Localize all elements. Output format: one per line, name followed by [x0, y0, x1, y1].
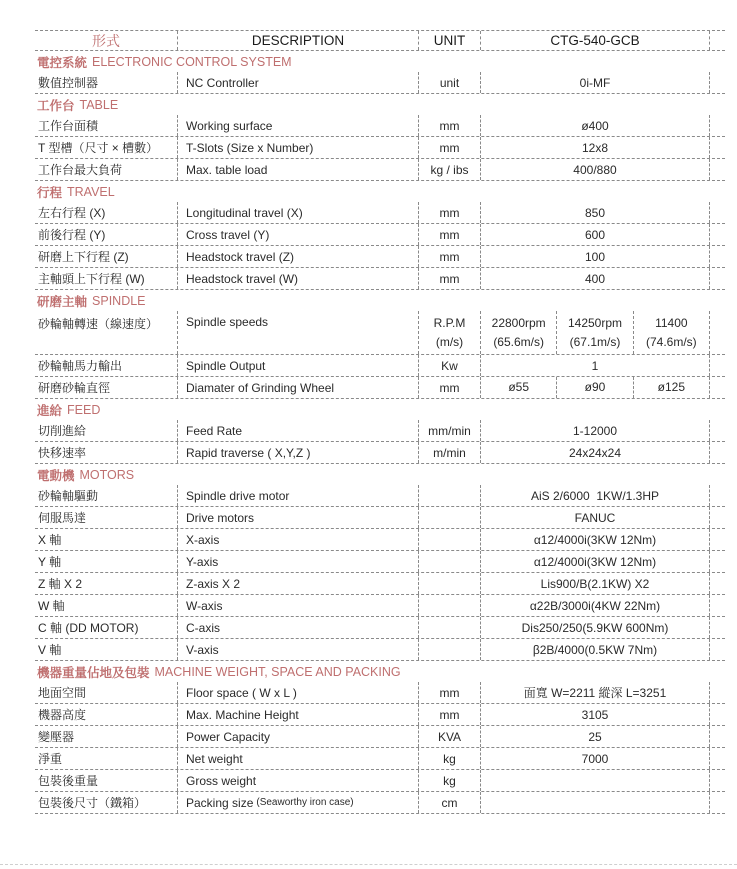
value-line: 14250rpm	[567, 316, 623, 330]
value-text: 400	[584, 271, 606, 286]
row-label: 快移速率	[38, 446, 87, 460]
row-label: 主軸頭上下行程 (W)	[38, 272, 145, 286]
row-label: 地面空間	[38, 686, 87, 700]
row-unit: unit	[418, 72, 480, 93]
row-value	[480, 202, 710, 223]
row-value	[480, 377, 710, 398]
value-text: AiS 2/6000 1KW/1.3HP	[530, 488, 660, 503]
value-text: 1	[591, 358, 599, 373]
row-desc-text: Y-axis	[186, 554, 219, 569]
spec-row	[35, 639, 725, 661]
section-title-en: TABLE	[79, 97, 119, 112]
spec-row	[35, 682, 725, 704]
row-unit: kg / ibs	[418, 159, 480, 180]
section-header-row	[35, 51, 725, 72]
row-value	[480, 639, 710, 660]
row-desc-text: C-axis	[186, 620, 221, 635]
value-text: α22B/3000i(4KW 22Nm)	[529, 598, 661, 613]
row-overhang	[710, 485, 725, 506]
row-desc-text: Rapid traverse ( X,Y,Z )	[186, 445, 311, 460]
row-overhang	[710, 268, 725, 289]
row-overhang	[710, 617, 725, 638]
row-overhang	[710, 246, 725, 267]
value-text: 1-12000	[572, 423, 618, 438]
row-desc	[177, 485, 418, 506]
row-unit: cm	[418, 792, 480, 813]
value-text: 400/880	[573, 162, 617, 177]
row-desc-text: Cross travel (Y)	[186, 227, 270, 242]
row-overhang	[710, 639, 725, 660]
row-unit: mm/min	[418, 420, 480, 441]
row-label: 數值控制器	[38, 76, 99, 90]
row-desc-small-text: (Seaworthy iron case)	[256, 797, 354, 808]
row-value	[480, 442, 710, 463]
row-unit	[418, 573, 480, 594]
spec-row	[35, 377, 725, 399]
spec-table-body	[35, 51, 725, 814]
row-desc	[177, 639, 418, 660]
section-title-en: MOTORS	[79, 467, 135, 482]
section-title-zh: 工作台	[37, 98, 75, 113]
row-desc	[177, 224, 418, 245]
row-unit	[418, 595, 480, 616]
value-text: α12/4000i(3KW 12Nm)	[533, 554, 657, 569]
header-model-value-text: CTG-540-GCB	[550, 33, 640, 48]
spec-row	[35, 770, 725, 792]
header-unit: UNIT	[418, 31, 480, 50]
value-text: FANUC	[574, 510, 616, 525]
value-text: 850	[584, 205, 606, 220]
row-desc-text: Power Capacity	[186, 729, 271, 744]
row-desc	[177, 420, 418, 441]
spec-row	[35, 159, 725, 181]
spec-row	[35, 704, 725, 726]
row-overhang	[710, 420, 725, 441]
spec-table	[35, 30, 725, 814]
row-unit	[418, 507, 480, 528]
row-value	[480, 507, 710, 528]
value-text: β2B/4000(0.5KW 7Nm)	[532, 642, 658, 657]
value-text: 0i-MF	[579, 75, 611, 90]
row-desc-text: Max. table load	[186, 162, 268, 177]
row-value	[480, 726, 710, 747]
row-label: 工作台面積	[38, 119, 99, 133]
row-value	[480, 485, 710, 506]
table-header-row	[35, 30, 725, 51]
row-value	[480, 748, 710, 769]
value-line: 22800rpm	[491, 316, 546, 330]
row-desc	[177, 507, 418, 528]
row-desc-text: Diamater of Grinding Wheel	[186, 380, 335, 395]
section-title-zh: 進給	[37, 403, 63, 418]
value-line: ø125	[657, 380, 685, 394]
section-title-en: FEED	[67, 402, 101, 417]
bottom-scan-line	[0, 864, 737, 865]
row-value	[480, 573, 710, 594]
row-overhang	[710, 442, 725, 463]
row-overhang	[710, 202, 725, 223]
value-subcell	[556, 311, 632, 354]
row-value	[480, 355, 710, 376]
section-header-row	[35, 661, 725, 682]
section-header-row	[35, 290, 725, 311]
row-value	[480, 704, 710, 725]
row-value	[480, 529, 710, 550]
value-text: 7000	[581, 751, 609, 766]
row-desc	[177, 72, 418, 93]
row-desc-text: Floor space ( W x L )	[186, 685, 297, 700]
row-desc-text: Feed Rate	[186, 423, 243, 438]
spec-row	[35, 246, 725, 268]
section-title-en: MACHINE WEIGHT, SPACE AND PACKING	[154, 664, 401, 679]
row-unit: mm	[418, 377, 480, 398]
row-value	[480, 268, 710, 289]
row-desc-text: Longitudinal travel (X)	[186, 205, 303, 220]
row-desc	[177, 617, 418, 638]
value-text	[481, 792, 709, 813]
row-desc-text: Drive motors	[186, 510, 255, 525]
row-desc-text: V-axis	[186, 642, 219, 657]
row-value	[480, 115, 710, 136]
row-value	[480, 792, 710, 813]
row-unit: mm	[418, 137, 480, 158]
row-overhang	[710, 311, 725, 354]
row-desc	[177, 529, 418, 550]
row-value	[480, 159, 710, 180]
unit-line: R.P.M	[433, 316, 466, 330]
value-text	[481, 770, 709, 791]
row-desc	[177, 551, 418, 572]
row-label: 變壓器	[38, 730, 75, 744]
row-desc	[177, 246, 418, 267]
row-desc-text: T-Slots (Size x Number)	[186, 140, 314, 155]
value-subcell	[481, 377, 556, 398]
row-unit: mm	[418, 224, 480, 245]
value-line: (67.1m/s)	[569, 335, 621, 349]
row-desc	[177, 442, 418, 463]
row-unit	[418, 617, 480, 638]
spec-row	[35, 573, 725, 595]
row-value	[480, 311, 710, 354]
row-value	[480, 420, 710, 441]
row-overhang	[710, 529, 725, 550]
row-label: 包裝後重量	[38, 774, 99, 788]
value-line: 11400	[655, 316, 688, 330]
row-desc-text: Working surface	[186, 118, 273, 133]
row-value	[480, 551, 710, 572]
row-overhang	[710, 72, 725, 93]
row-value	[480, 595, 710, 616]
row-label: 砂輪軸馬力輸出	[38, 359, 123, 373]
spec-row	[35, 311, 725, 355]
value-line: ø90	[584, 380, 606, 394]
section-title-zh: 電控系統	[37, 55, 88, 70]
row-desc-text: Gross weight	[186, 773, 257, 788]
value-subcell	[633, 377, 709, 398]
row-desc-text: Spindle drive motor	[186, 488, 290, 503]
value-text: Lis900/B(2.1KW) X2	[540, 576, 650, 591]
spec-row	[35, 137, 725, 159]
row-desc-text: Spindle speeds	[186, 315, 269, 329]
row-label: Y 軸	[38, 555, 62, 569]
row-unit: mm	[418, 704, 480, 725]
section-title-zh: 行程	[37, 185, 63, 200]
row-unit: kg	[418, 770, 480, 791]
row-overhang	[710, 224, 725, 245]
section-title-zh: 電動機	[37, 468, 75, 483]
section-title-en: SPINDLE	[92, 293, 146, 308]
header-model-type: 形式	[92, 32, 120, 49]
row-desc-text: Net weight	[186, 751, 243, 766]
value-line: (65.6m/s)	[493, 335, 544, 349]
row-desc	[177, 115, 418, 136]
spec-row	[35, 617, 725, 639]
spec-row	[35, 72, 725, 94]
value-subcell	[481, 311, 556, 354]
value-line: ø55	[508, 380, 529, 394]
row-unit	[418, 485, 480, 506]
row-desc	[177, 748, 418, 769]
row-label: 砂輪軸驅動	[38, 489, 99, 503]
row-label: W 軸	[38, 599, 65, 613]
row-unit: mm	[418, 682, 480, 703]
spec-row	[35, 355, 725, 377]
row-desc-text: W-axis	[186, 598, 223, 613]
value-text: 面寬 W=2211 縱深 L=3251	[523, 686, 667, 700]
value-text: 24x24x24	[568, 445, 622, 460]
row-label: 機器高度	[38, 708, 87, 722]
row-label: 研磨砂輪直徑	[38, 381, 111, 395]
row-label: V 軸	[38, 643, 62, 657]
row-label: 前後行程 (Y)	[38, 228, 106, 242]
row-unit: mm	[418, 246, 480, 267]
row-label: 切削進給	[38, 424, 87, 438]
row-label: 淨重	[38, 752, 63, 766]
row-label: Z 軸 X 2	[38, 577, 83, 591]
row-desc-text: Max. Machine Height	[186, 707, 299, 722]
section-title-en: ELECTRONIC CONTROL SYSTEM	[92, 54, 292, 69]
spec-row	[35, 726, 725, 748]
spec-row	[35, 507, 725, 529]
spec-row	[35, 792, 725, 814]
row-label: X 軸	[38, 533, 62, 547]
row-unit: mm	[418, 268, 480, 289]
spec-row	[35, 224, 725, 246]
row-value	[480, 224, 710, 245]
spec-row	[35, 595, 725, 617]
value-text: 12x8	[581, 140, 609, 155]
section-header-row	[35, 94, 725, 115]
row-unit	[418, 639, 480, 660]
row-overhang	[710, 137, 725, 158]
row-desc-text: Z-axis X 2	[186, 576, 241, 591]
row-desc-text: X-axis	[186, 532, 220, 547]
row-desc	[177, 792, 418, 813]
row-desc	[177, 704, 418, 725]
row-overhang	[710, 726, 725, 747]
value-subcell	[633, 311, 709, 354]
row-desc-text: Spindle Output	[186, 358, 266, 373]
section-title-zh: 機器重量佔地及包裝	[37, 665, 150, 680]
row-overhang	[710, 507, 725, 528]
row-label: 研磨上下行程 (Z)	[38, 250, 129, 264]
row-overhang	[710, 115, 725, 136]
spec-row	[35, 442, 725, 464]
row-desc	[177, 159, 418, 180]
row-overhang	[710, 704, 725, 725]
value-subcell	[556, 377, 632, 398]
row-desc	[177, 311, 418, 354]
section-header-row	[35, 181, 725, 202]
row-overhang	[710, 159, 725, 180]
unit-line: (m/s)	[435, 335, 464, 349]
row-label: 砂輪軸轉速（線速度）	[38, 317, 159, 331]
row-value	[480, 617, 710, 638]
row-desc-text: NC Controller	[186, 75, 259, 90]
row-overhang	[710, 355, 725, 376]
row-unit: Kw	[418, 355, 480, 376]
row-overhang	[710, 595, 725, 616]
row-desc	[177, 202, 418, 223]
row-label: C 軸 (DD MOTOR)	[38, 621, 139, 635]
row-overhang	[710, 792, 725, 813]
spec-row	[35, 115, 725, 137]
spec-row	[35, 551, 725, 573]
row-overhang	[710, 770, 725, 791]
spec-row	[35, 420, 725, 442]
row-desc	[177, 726, 418, 747]
row-unit	[418, 551, 480, 572]
row-value	[480, 770, 710, 791]
row-desc-text: Headstock travel (Z)	[186, 249, 295, 264]
spec-row	[35, 202, 725, 224]
spec-row	[35, 485, 725, 507]
value-line: (74.6m/s)	[645, 335, 697, 349]
value-text: ø400	[581, 118, 609, 133]
row-overhang	[710, 682, 725, 703]
row-desc	[177, 137, 418, 158]
row-unit: kg	[418, 748, 480, 769]
section-title-zh: 研磨主軸	[37, 294, 88, 309]
row-overhang	[710, 551, 725, 572]
row-value	[480, 682, 710, 703]
row-desc	[177, 682, 418, 703]
row-label: 伺服馬達	[38, 511, 87, 525]
row-value	[480, 72, 710, 93]
row-desc	[177, 268, 418, 289]
spec-row	[35, 268, 725, 290]
value-text: 25	[588, 729, 602, 744]
value-text: 100	[584, 249, 606, 264]
row-unit	[418, 529, 480, 550]
section-title-en: TRAVEL	[67, 184, 115, 199]
row-desc	[177, 595, 418, 616]
row-overhang	[710, 573, 725, 594]
row-label: T 型槽（尺寸 × 槽數）	[38, 141, 159, 155]
row-desc-text: Packing size	[186, 795, 254, 810]
header-overhang	[710, 31, 725, 50]
row-desc	[177, 355, 418, 376]
row-label: 左右行程 (X)	[38, 206, 106, 220]
row-value	[480, 137, 710, 158]
value-text: 3105	[581, 707, 609, 722]
section-header-row	[35, 399, 725, 420]
row-unit: KVA	[418, 726, 480, 747]
row-unit: m/min	[418, 442, 480, 463]
header-description: DESCRIPTION	[177, 31, 418, 50]
row-label: 包裝後尺寸（鐵箱）	[38, 796, 147, 810]
header-model-value	[480, 31, 710, 50]
row-unit	[418, 311, 480, 354]
row-unit: mm	[418, 115, 480, 136]
value-text: α12/4000i(3KW 12Nm)	[533, 532, 657, 547]
spec-row	[35, 529, 725, 551]
row-value	[480, 246, 710, 267]
row-label: 工作台最大負荷	[38, 163, 123, 177]
row-desc	[177, 377, 418, 398]
row-desc	[177, 573, 418, 594]
value-text: Dis250/250(5.9KW 600Nm)	[521, 620, 669, 635]
value-text: 600	[584, 227, 606, 242]
row-unit: mm	[418, 202, 480, 223]
row-overhang	[710, 377, 725, 398]
row-overhang	[710, 748, 725, 769]
row-desc-text: Headstock travel (W)	[186, 271, 299, 286]
spec-row	[35, 748, 725, 770]
section-header-row	[35, 464, 725, 485]
row-desc	[177, 770, 418, 791]
